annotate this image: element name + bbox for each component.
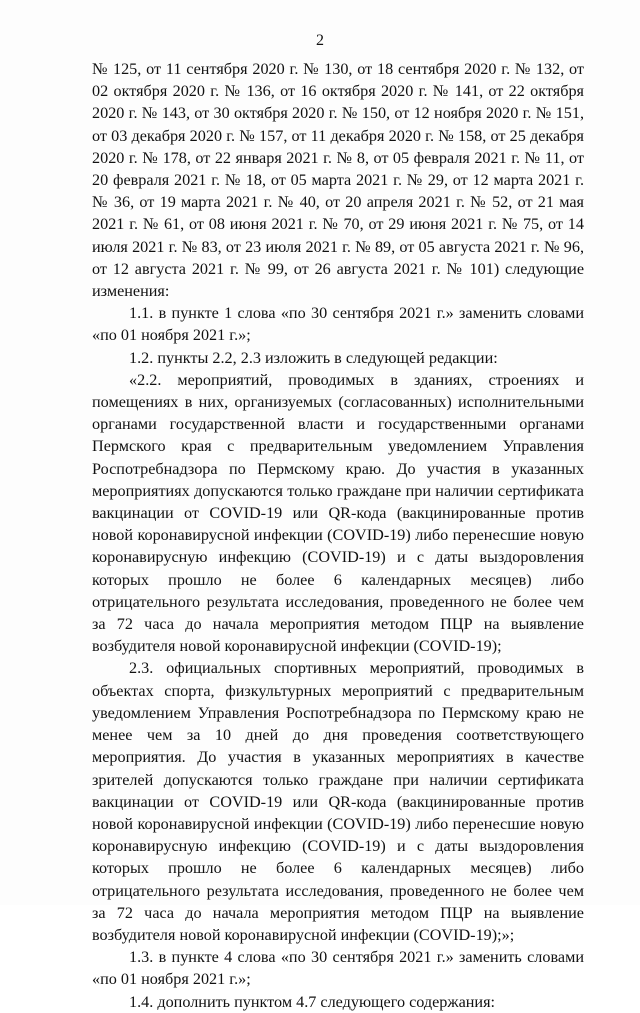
clause-1-4-paragraph: 1.4. дополнить пунктом 4.7 следующего содержания: bbox=[129, 992, 496, 1011]
clause-2-2-paragraph: «2.2. мероприятий, проводимых в зданиях, строениях и помещениях в них, организуемых (согласованных) исполнительными органами государственной власти и государственными органами Пермского края с предварительным уведомлением Управления Роспотребнадзора по Пермскому краю. До участия в указанных мероприятиях допускаются только граждане при наличии сертификата вакцинации от COVID-19 или QR-кода (вакцинированные против новой коронавирусной инфекции (COVID-19) либо перенесшие новую коронавирусную инфекцию (COVID-19) и с даты выздоровления которых прошло не более 6 календарных месяцев) либо отрицательного результата исследования, проведенного не более чем за 72 часа до начала мероприятия методом ПЦР на выявление возбудителя новой коронавирусной инфекции (COVID-19); bbox=[92, 370, 584, 656]
clause-1-3-paragraph: 1.3. в пункте 4 слова «по 30 сентября 2021 г.» заменить словами «по 01 ноября 2021 г.»; bbox=[92, 948, 584, 989]
document-body bbox=[92, 58, 584, 1013]
clause-2-3-paragraph: 2.3. официальных спортивных мероприятий, проводимых в объектах спорта, физкультурных мероприятий с предварительным уведомлением Управления Роспотребнадзора по Пермскому краю не менее чем за 10 дней до дня проведения соответствующего мероприятия. До участия в указанных мероприятиях в качестве зрителей допускаются только граждане при наличии сертификата вакцинации от COVID-19 или QR-кода (вакцинированные против новой коронавирусной инфекции (COVID-19) либо перенесшие новую коронавирусную инфекцию (COVID-19) и с даты выздоровления которых прошло не более 6 календарных месяцев) либо отрицательного результата исследования, проведенного не более чем за 72 часа до начала мероприятия методом ПЦР на выявление возбудителя новой коронавирусной инфекции (COVID-19);»; bbox=[92, 659, 584, 944]
page-number: 2 bbox=[316, 32, 324, 49]
clause-1-1-paragraph: 1.1. в пункте 1 слова «по 30 сентября 2021 г.» заменить словами «по 01 ноября 2021 г.»; bbox=[92, 304, 584, 345]
amendment-intro-paragraph: № 125, от 11 сентября 2020 г. № 130, от 18 сентября 2020 г. № 132, от 02 октября 2020 г. № 136, от 16 октября 2020 г. № 141, от 22 октября 2020 г. № 143, от 30 октября 2020 г. № 150, от 12 ноября 2020 г. № 151, от 03 декабря 2020 г. № 157, от 11 декабря 2020 г. № 158, от 25 декабря 2020 г. № 178, от 22 января 2021 г. № 8, от 05 февраля 2021 г. № 11, от 20 февраля 2021 г. № 18, от 05 марта 2021 г. № 29, от 12 марта 2021 г. № 36, от 19 марта 2021 г. № 40, от 20 апреля 2021 г. № 52, от 21 мая 2021 г. № 61, от 08 июня 2021 г. № 70, от 29 июня 2021 г. № 75, от 14 июля 2021 г. № 83, от 23 июля 2021 г. № 89, от 05 августа 2021 г. № 96, от 12 августа 2021 г. № 99, от 26 августа 2021 г. № 101) следующие изменения: bbox=[92, 60, 584, 301]
clause-1-2-paragraph: 1.2. пункты 2.2, 2.3 изложить в следующей редакции: bbox=[129, 348, 498, 367]
